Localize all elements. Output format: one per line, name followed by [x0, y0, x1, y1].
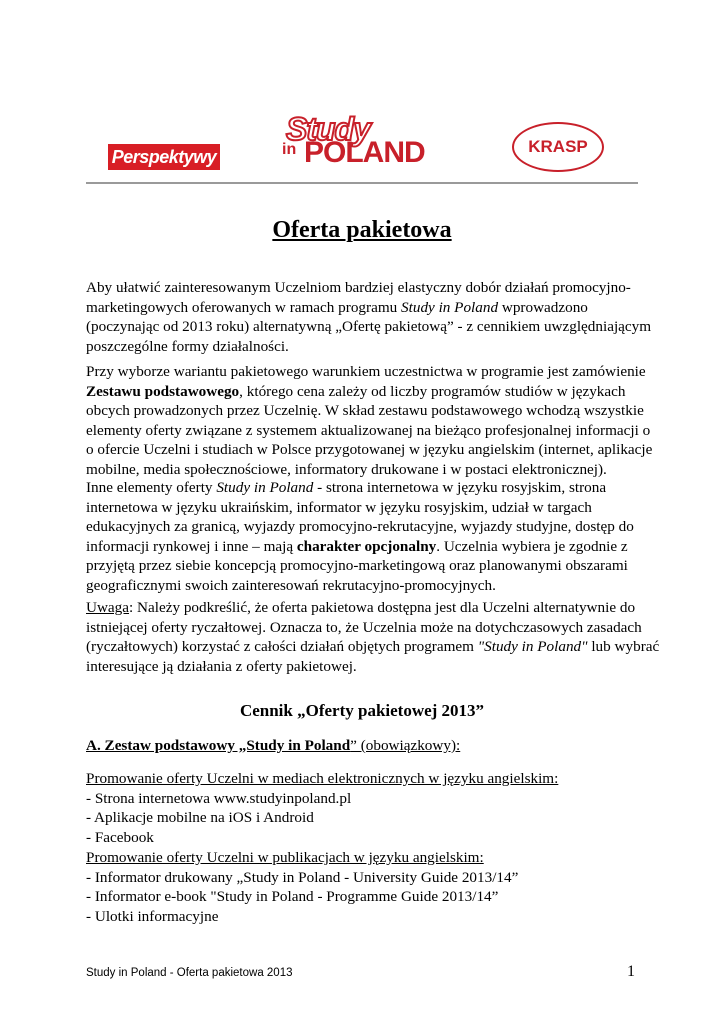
note-label: Uwaga — [86, 599, 130, 616]
text-line — [86, 478, 642, 498]
text-span: (ryczałtowych) korzystać z całości działań objętych programem — [86, 638, 478, 655]
group-heading: Promowanie oferty Uczelni w mediach elektronicznych w języku angielskim: — [86, 770, 559, 787]
text-line — [86, 598, 642, 618]
text-span: . Uczelnia wybiera je zgodnie z — [436, 537, 628, 555]
list-item: - Ulotki informacyjne — [86, 907, 219, 925]
text-span: , którego cena zależy od liczby programów studiów w językach — [239, 382, 626, 400]
text-span: wprowadzono — [498, 298, 588, 316]
section-a-note: ” (obowiązkowy): — [350, 737, 461, 754]
text-line: poszczególne formy działalności. — [86, 337, 289, 355]
page-number: 1 — [627, 963, 635, 980]
header-divider — [86, 182, 638, 184]
text-line — [86, 637, 660, 657]
paragraph-basic-set — [86, 362, 653, 479]
text-span: informacji rynkowej i inne – mają — [86, 537, 297, 555]
list-item: - Informator e-book "Study in Poland - Programme Guide 2013/14” — [86, 888, 499, 905]
study-in-poland-logo-top: Study — [286, 111, 370, 147]
text-line: Przy wyborze wariantu pakietowego warunkiem uczestnictwa w programie jest zamówienie — [86, 363, 646, 380]
section-a-title: A. Zestaw podstawowy „Study in Poland — [86, 737, 351, 754]
basic-set-term: Zestawu podstawowego — [86, 382, 240, 400]
text-span: lub wybrać — [587, 638, 660, 655]
krasp-logo: KRASP — [512, 122, 604, 172]
text-line: geograficznymi swoich zainteresowań rekrutacyjno-promocyjnych. — [86, 576, 496, 594]
paragraph-note — [86, 598, 660, 676]
text-span: - strona internetowa w języku rosyjskim, strona — [313, 479, 607, 496]
paragraph-optional-elements — [86, 478, 642, 595]
text-line: istniejącej oferty ryczałtowej. Oznacza to, że Uczelnia może na dotychczasowych zasadach — [86, 618, 642, 636]
list-item: - Informator drukowany „Study in Poland - University Guide 2013/14” — [86, 868, 519, 886]
text-line — [86, 537, 642, 557]
study-in-poland-logo-in: in — [282, 141, 297, 158]
text-line: interesujące ją działania z oferty pakietowej. — [86, 657, 357, 675]
program-name: Study in Poland — [216, 479, 314, 496]
text-line: o ofercie Uczelni i studiach w Polsce przygotowanej w języku angielskim (internet, aplikacje — [86, 441, 653, 458]
text-line: obcych prowadzonych przez Uczelnię. W skład zestawu podstawowego wchodzą wszystkie — [86, 402, 644, 419]
text-line: elementy oferty związane z systemem aktualizowanej na bieżąco profesjonalnej informacji o — [86, 421, 651, 439]
optional-term: charakter opcjonalny — [296, 537, 437, 555]
text-span: Inne elementy oferty — [86, 479, 217, 496]
program-name: Study in Poland — [401, 298, 499, 316]
program-name: "Study in Poland" — [477, 638, 588, 655]
text-line: internetowa w języku ukraińskim, informator w języku rosyjskim, udział w targach — [86, 498, 592, 516]
text-span: marketingowych oferowanych w ramach programu — [86, 298, 402, 316]
page-title: Oferta pakietowa — [272, 217, 452, 243]
header-logos — [86, 108, 642, 178]
study-in-poland-logo — [282, 112, 440, 172]
footer-text: Study in Poland - Oferta pakietowa 2013 — [86, 967, 293, 979]
list-item: - Strona internetowa www.studyinpoland.pl — [86, 789, 352, 807]
text-line: przyjętą przez siebie koncepcją promocyjno-marketingową oraz planowanymi obszarami — [86, 557, 628, 574]
text-line — [86, 382, 642, 402]
text-line: edukacyjnych za granicą, wyjazdy promocyjno-rekrutacyjne, wyjazdy studyjne, dostęp do — [86, 518, 634, 535]
study-in-poland-logo-bottom: POLAND — [304, 136, 425, 169]
text-line: mobilne, media społecznościowe, informatory drukowane i w postaci elektronicznej). — [86, 460, 607, 478]
text-line: (poczynając od 2013 roku) alternatywną „Ofertę pakietową” - z cennikiem uwzględniającym — [86, 318, 652, 335]
group-heading: Promowanie oferty Uczelni w publikacjach w języku angielskim: — [86, 849, 484, 866]
electronic-media-group — [86, 769, 642, 847]
list-item: - Facebook — [86, 828, 154, 846]
publications-group — [86, 848, 642, 926]
text-span: : Należy podkreślić, że oferta pakietowa dostępna jest dla Uczelni alternatywnie do — [129, 599, 636, 616]
price-list-heading: Cennik „Oferty pakietowej 2013” — [239, 701, 485, 720]
paragraph-intro — [86, 278, 652, 356]
list-item: - Aplikacje mobilne na iOS i Android — [86, 809, 314, 826]
perspektywy-logo: Perspektywy — [108, 144, 220, 170]
section-a-heading — [86, 736, 460, 756]
text-line: Aby ułatwić zainteresowanym Uczelniom bardziej elastyczny dobór działań promocyjno- — [86, 279, 631, 296]
text-line — [86, 298, 642, 318]
